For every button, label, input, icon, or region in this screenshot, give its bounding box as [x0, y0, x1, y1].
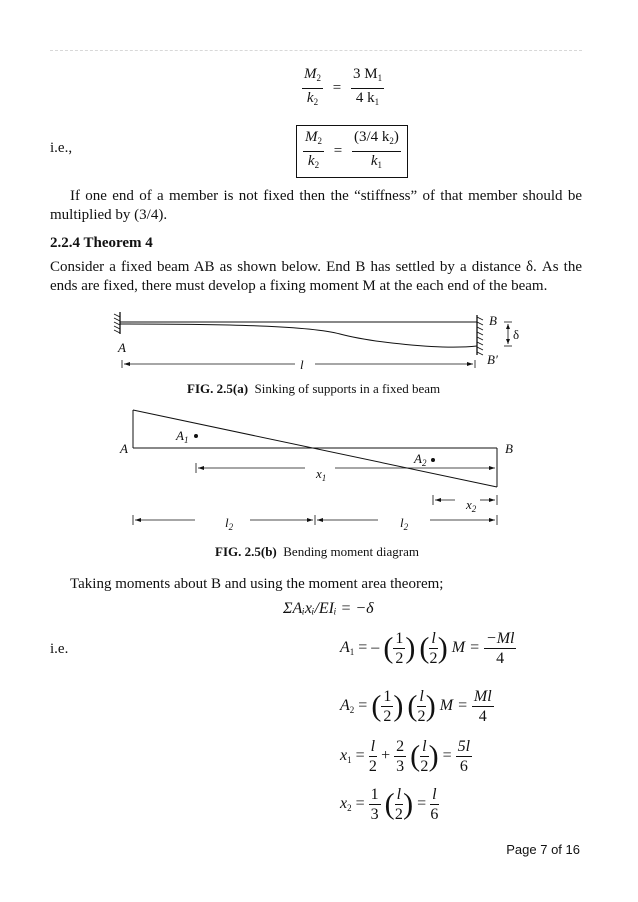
fig-b-label-l2-right: $l_2$	[400, 515, 409, 532]
ie-label-2: i.e.	[50, 641, 69, 657]
fig-b-label-A2: $A_2$	[414, 451, 427, 468]
equation-x2: $x_2$ = $\frac{1}{3}$ ( $\frac{l}{2}$ ) = $\frac{l}{6}$	[340, 786, 439, 823]
paragraph-stiffness: If one end of a member is not fixed then the “stiffness” of that member should be multiplied by (3/4).	[50, 188, 582, 223]
page-top-rule	[50, 50, 582, 51]
paragraph-moments: Taking moments about B and using the moment area theorem;	[70, 576, 444, 592]
fig-b-label-B: B	[505, 441, 513, 456]
fig-b-caption: FIG. 2.5(b) Bending moment diagram	[215, 544, 420, 559]
equation-x1: $x_1$ = $\frac{l}{2}$ + $\frac{2}{3}$ ( $\frac{l}{2}$ ) = $\frac{5l}{6}$	[340, 738, 471, 775]
fig-a-diagram	[110, 310, 530, 385]
equation-m2-k2: $\frac{M_2}{k_2}$ = $\frac{3 M_1}{4 k_1}$	[304, 66, 383, 107]
fig-a-label-A: A	[118, 340, 126, 355]
fig-a-label-l: l	[300, 357, 304, 372]
equation-A2: $A_2$ = ( $\frac{1}{2}$ ) ( $\frac{l}{2}$ ) M = $\frac{Ml}{4}$	[340, 688, 492, 725]
fig-a-caption: FIG. 2.5(a) Sinking of supports in a fixed beam	[187, 381, 441, 396]
fig-b-label-x2: $x_2$	[466, 497, 477, 514]
fig-b-label-A: A	[120, 441, 128, 456]
fig-a-label-delta: δ	[513, 327, 520, 342]
page-number: Page 7 of 16	[506, 842, 580, 857]
fig-b-label-A1: $A_1$	[176, 428, 189, 445]
equation-A1: $A_1$ = – ( $\frac{1}{2}$ ) ( $\frac{l}{2}$ ) M = $\frac{-Ml}{4}$	[340, 630, 515, 667]
fig-a-label-Bprime: B′	[487, 352, 498, 367]
fig-b-label-x1: $x_1$	[316, 466, 327, 483]
section-heading: 2.2.4 Theorem 4	[50, 235, 153, 251]
ie-label-1: i.e.,	[50, 140, 73, 156]
fig-b-label-l2-left: $l_2$	[225, 515, 234, 532]
boxed-equation: $\frac{M_2}{k_2}$ = $\frac{(3/4 k_2)}{k_1}$	[296, 125, 408, 178]
fig-a-label-B: B	[489, 313, 497, 328]
sum-equation: ΣAᵢxᵢ/EIᵢ = −δ	[283, 600, 374, 617]
paragraph-fixed-beam: Consider a fixed beam AB as shown below. End B has settled by a distance δ. As the ends are fixed, there must develop a fixing moment M at the each end of the beam.	[50, 259, 582, 294]
